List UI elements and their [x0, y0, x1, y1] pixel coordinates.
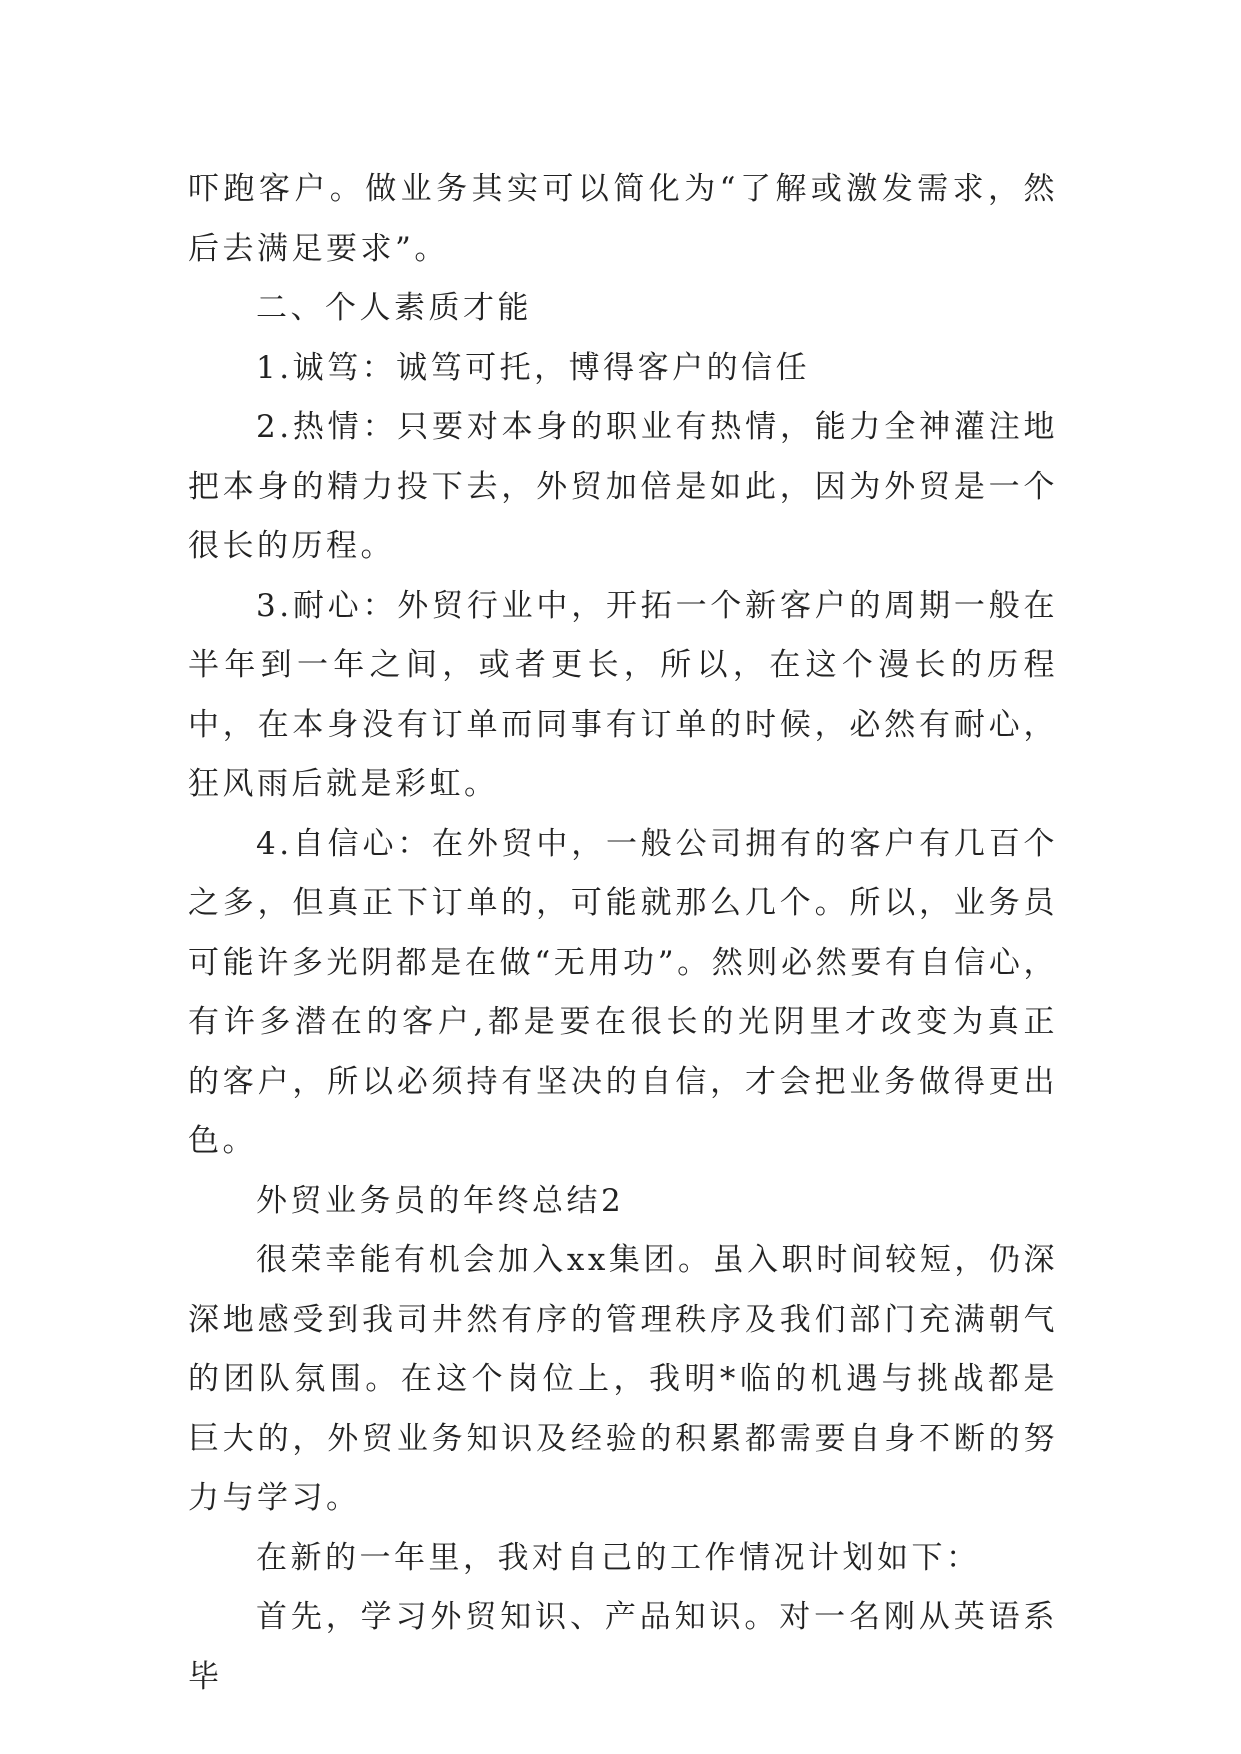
- paragraph: 很荣幸能有机会加入xx集团。虽入职时间较短，仍深深地感受到我司井然有序的管理秩序及我们部门充满朝气的团队氛围。在这个岗位上，我明*临的机遇与挑战都是巨大的，外贸业务知识及经验的积累都需要自身不断的努力与学习。: [188, 1242, 1058, 1516]
- list-item: 4.自信心：在外贸中，一般公司拥有的客户有几百个之多，但真正下订单的，可能就那么几个。所以，业务员可能许多光阴都是在做“无用功”。然则必然要有自信心，有许多潜在的客户,都是要在很长的光阴里才改变为真正的客户，所以必须持有坚决的自信，才会把业务做得更出色。: [188, 825, 1058, 1159]
- list-item: 1.诚笃：诚笃可托，博得客户的信任: [256, 349, 811, 386]
- paragraph: 首先，学习外贸知识、产品知识。对一名刚从英语系毕: [188, 1599, 1058, 1695]
- section-heading: 二、个人素质才能: [256, 290, 532, 326]
- document-body: [188, 160, 1058, 1707]
- list-item: 3.耐心：外贸行业中，开拓一个新客户的周期一般在半年到一年之间，或者更长，所以，在这个漫长的历程中，在本身没有订单而同事有订单的时候，必然有耐心，狂风雨后就是彩虹。: [188, 587, 1058, 802]
- paragraph: 在新的一年里，我对自己的工作情况计划如下：: [256, 1539, 981, 1576]
- paragraph: 吓跑客户。做业务其实可以简化为“了解或激发需求，然后去满足要求”。: [188, 171, 1058, 267]
- list-item: 2.热情：只要对本身的职业有热情，能力全神灌注地把本身的精力投下去，外贸加倍是如此，因为外贸是一个很长的历程。: [188, 409, 1058, 564]
- section-title: 外贸业务员的年终总结2: [256, 1182, 625, 1219]
